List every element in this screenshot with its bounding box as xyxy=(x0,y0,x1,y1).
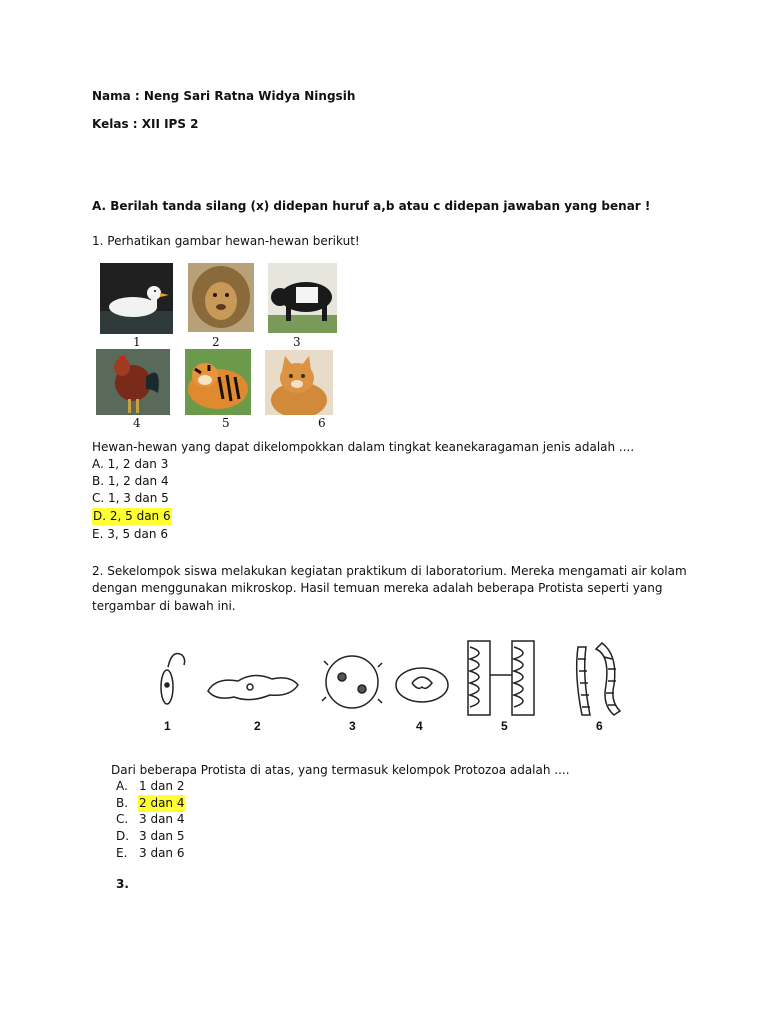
q2-option-a-text[interactable]: 1 dan 2 xyxy=(139,779,185,793)
q1-question: Hewan-hewan yang dapat dikelompokkan dalam tingkat keanekaragaman jenis adalah .... xyxy=(92,440,635,454)
q2-option-d-text[interactable]: 3 dan 5 xyxy=(139,829,185,843)
q1-label-3: 3 xyxy=(293,335,301,349)
q2-text-line-2: dengan menggunakan mikroskop. Hasil temuan mereka adalah beberapa Protista seperti yang xyxy=(92,581,663,595)
q2-option-b-letter[interactable]: B. xyxy=(116,796,129,810)
tapir-photo-icon xyxy=(268,263,337,333)
protista-label-6: 6 xyxy=(596,719,603,733)
q1-option-e[interactable]: E. 3, 5 dan 6 xyxy=(92,527,168,541)
duck-photo-icon xyxy=(100,263,173,334)
q2-option-c-letter[interactable]: C. xyxy=(116,812,129,826)
student-name: Nama : Neng Sari Ratna Widya Ningsih xyxy=(92,89,356,103)
q2-option-d-letter[interactable]: D. xyxy=(116,829,130,843)
protista-label-5: 5 xyxy=(501,719,508,733)
q1-option-c[interactable]: C. 1, 3 dan 5 xyxy=(92,491,169,505)
q2-option-e-text[interactable]: 3 dan 6 xyxy=(139,846,185,860)
tiger-photo-icon xyxy=(185,349,251,415)
q1-label-5: 5 xyxy=(222,416,230,430)
q1-option-d[interactable]: D. 2, 5 dan 6 xyxy=(93,509,171,523)
q1-option-a[interactable]: A. 1, 2 dan 3 xyxy=(92,457,169,471)
q1-label-2: 2 xyxy=(212,335,220,349)
lion-photo-icon xyxy=(188,263,254,332)
protista-figure xyxy=(150,635,640,720)
q2-text-line-3: tergambar di bawah ini. xyxy=(92,599,236,613)
q2-option-e-letter[interactable]: E. xyxy=(116,846,128,860)
q2-text-line-1: 2. Sekelompok siswa melakukan kegiatan praktikum di laboratorium. Mereka mengamati air kolam xyxy=(92,564,687,578)
q1-option-b[interactable]: B. 1, 2 dan 4 xyxy=(92,474,169,488)
protista-label-1: 1 xyxy=(164,719,171,733)
student-class: Kelas : XII IPS 2 xyxy=(92,117,199,131)
q3-number: 3. xyxy=(116,877,129,891)
q1-label-6: 6 xyxy=(318,416,326,430)
q2-option-b-text[interactable]: 2 dan 4 xyxy=(139,796,185,810)
q2-option-a-letter[interactable]: A. xyxy=(116,779,128,793)
q2-question: Dari beberapa Protista di atas, yang termasuk kelompok Protozoa adalah .... xyxy=(111,763,570,777)
q1-prompt: 1. Perhatikan gambar hewan-hewan berikut! xyxy=(92,234,360,248)
q2-option-c-text[interactable]: 3 dan 4 xyxy=(139,812,185,826)
protista-label-3: 3 xyxy=(349,719,356,733)
protista-label-4: 4 xyxy=(416,719,423,733)
protista-label-2: 2 xyxy=(254,719,261,733)
section-a-instruction: A. Berilah tanda silang (x) didepan huruf a,b atau c didepan jawaban yang benar ! xyxy=(92,199,651,213)
cat-photo-icon xyxy=(265,350,333,415)
q1-label-1: 1 xyxy=(133,335,141,349)
rooster-photo-icon xyxy=(96,349,170,415)
q1-label-4: 4 xyxy=(133,416,141,430)
